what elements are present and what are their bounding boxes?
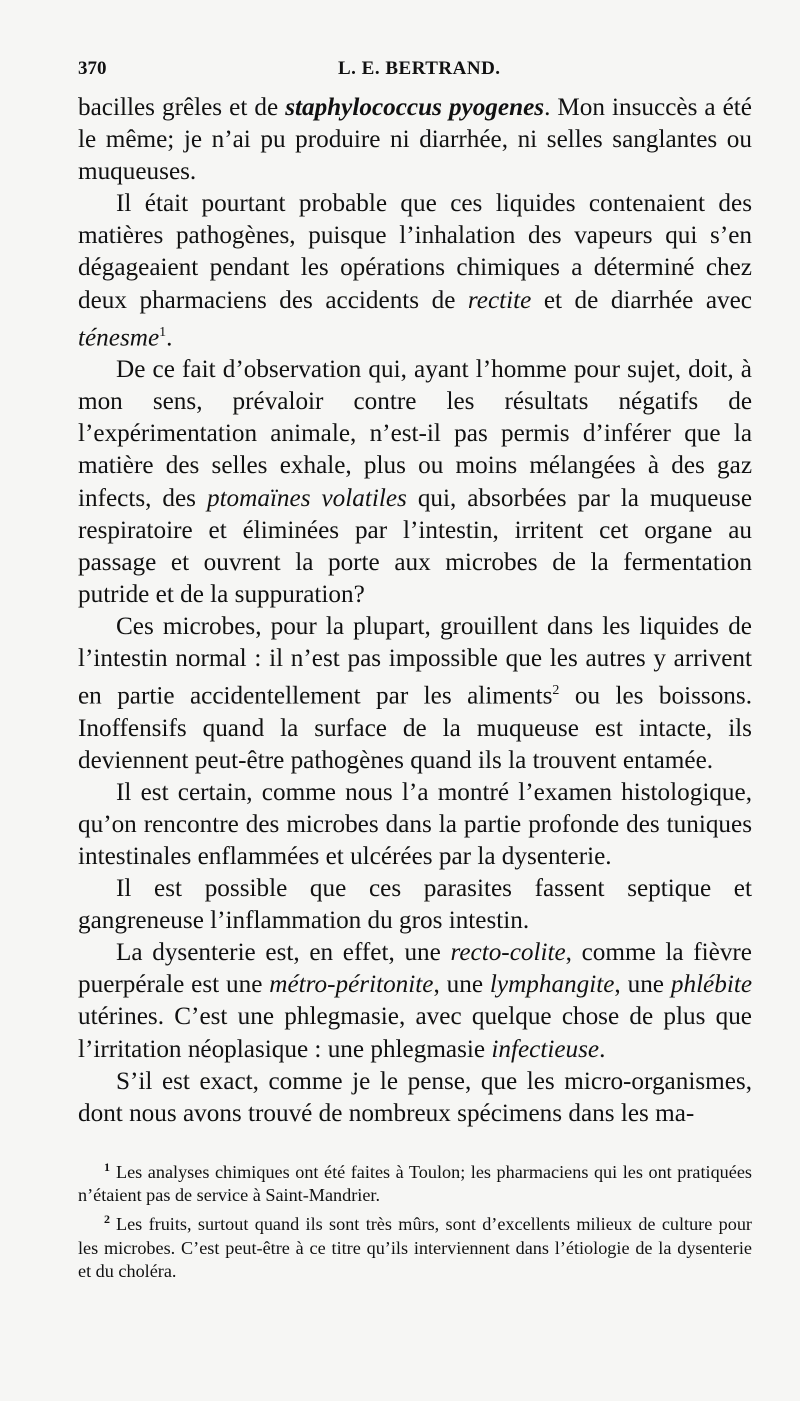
italic-term: ptomaïnes volatiles — [206, 484, 407, 512]
italic-term: lymphangite — [489, 971, 615, 999]
paragraph-1 — [78, 92, 752, 188]
page-number: 370 — [78, 58, 107, 79]
italic-term: ténesme — [78, 324, 160, 352]
paragraph-5: Il est certain, comme nous l’a montré l’examen histologique, qu’on rencontre des microbes dans la partie profonde des tuniques intestinales enflammées et ulcérées par la dysenterie. — [78, 778, 752, 870]
italic-term: recto-colite — [450, 939, 566, 967]
text-run: . — [599, 1035, 606, 1063]
italic-term: phlébite — [670, 971, 753, 999]
text-run: , une — [614, 971, 671, 999]
paragraph-6: Il est possible que ces parasites fassent septique et gangreneuse l’inflammation du gros intestin. — [78, 875, 752, 935]
text-run: ou les boissons. Inoffensifs quand la surface de la muqueuse est intacte, ils deviennent peut-être pathogènes quand ils la trouvent entamée. — [78, 682, 752, 774]
paragraph-4 — [78, 611, 752, 777]
text-run: Ces microbes, pour la plupart, grouillent dans les liquides de l’intestin normal : il n’est pas impossible que les autres y arrivent en partie accidentellement par les aliments — [78, 612, 752, 710]
paragraph-8: S’il est exact, comme je le pense, que les micro-organismes, dont nous avons trouvé de nombreux spécimens dans les ma- — [78, 1067, 752, 1127]
footnotes — [78, 1156, 752, 1284]
text-run: Il était pourtant probable que ces liquides contenaient des matières pathogènes, puisque l’inhalation des vapeurs qui s’en dégageaient pendant les opérations chimiques a déterminé chez deux pharmaciens des accidents de — [78, 190, 752, 314]
text-run: , une — [433, 971, 490, 999]
text-run: , comme la fièvre puerpérale est une — [78, 939, 752, 999]
footnote-ref: 1 — [159, 324, 167, 340]
italic-term: infectieuse — [491, 1035, 600, 1063]
footnote-mark: 1 — [104, 1159, 110, 1174]
italic-term: métro-péritonite — [269, 971, 434, 999]
paragraph-3 — [78, 354, 752, 611]
footnote-2 — [78, 1208, 752, 1284]
text-run: La dysenterie est, en effet, une — [116, 939, 451, 967]
running-head: L. E. BERTRAND. — [338, 58, 501, 79]
footnote-1 — [78, 1156, 752, 1208]
text-run: qui, absorbées par la muqueuse respiratoire et éliminées par l’intestin, irritent cet organe au passage et ouvrent la porte aux microbes de la fermentation putride et de la suppuration? — [78, 484, 752, 608]
footnote-text: Les fruits, surtout quand ils sont très mûrs, sont d’excellents milieux de culture pour les microbes. C’est peut-être à ce titre qu’ils interviennent dans l’étiologie de la dysenterie et du choléra. — [78, 1214, 752, 1282]
italic-term: staphylococcus pyogenes — [285, 94, 545, 121]
paragraph-2 — [78, 188, 752, 354]
italic-term: rectite — [467, 286, 532, 314]
page-header — [78, 58, 752, 88]
text-run: utérines. C’est une phlegmasie, avec quelque chose de plus que l’irritation néoplasique : une phlegmasie — [78, 1003, 752, 1063]
paragraph-7 — [78, 937, 752, 1065]
text-run: De ce fait d’observation qui, ayant l’homme pour sujet, doit, à mon sens, prévaloir contre les résultats négatifs de l’expérimentation animale, n’est-il pas permis d’inférer que la matière des selles exhale, plus ou moins mélangées à des gaz infects, des — [78, 356, 752, 512]
footnote-text: Les analyses chimiques ont été faites à Toulon; les pharmaciens qui les ont pratiquées n’étaient pas de service à Saint-Mandrier. — [78, 1161, 752, 1206]
footnote-ref: 2 — [552, 683, 560, 699]
text-run: et de diarrhée avec — [531, 286, 752, 314]
body-text — [78, 92, 752, 1130]
text-run: bacilles grêles et de — [78, 94, 286, 121]
text-run: . — [166, 324, 173, 352]
text-run: . Mon insuccès a été le même; je n’ai pu produire ni diarrhée, ni selles sanglantes ou muqueuses. — [78, 94, 752, 186]
footnote-mark: 2 — [104, 1212, 110, 1227]
